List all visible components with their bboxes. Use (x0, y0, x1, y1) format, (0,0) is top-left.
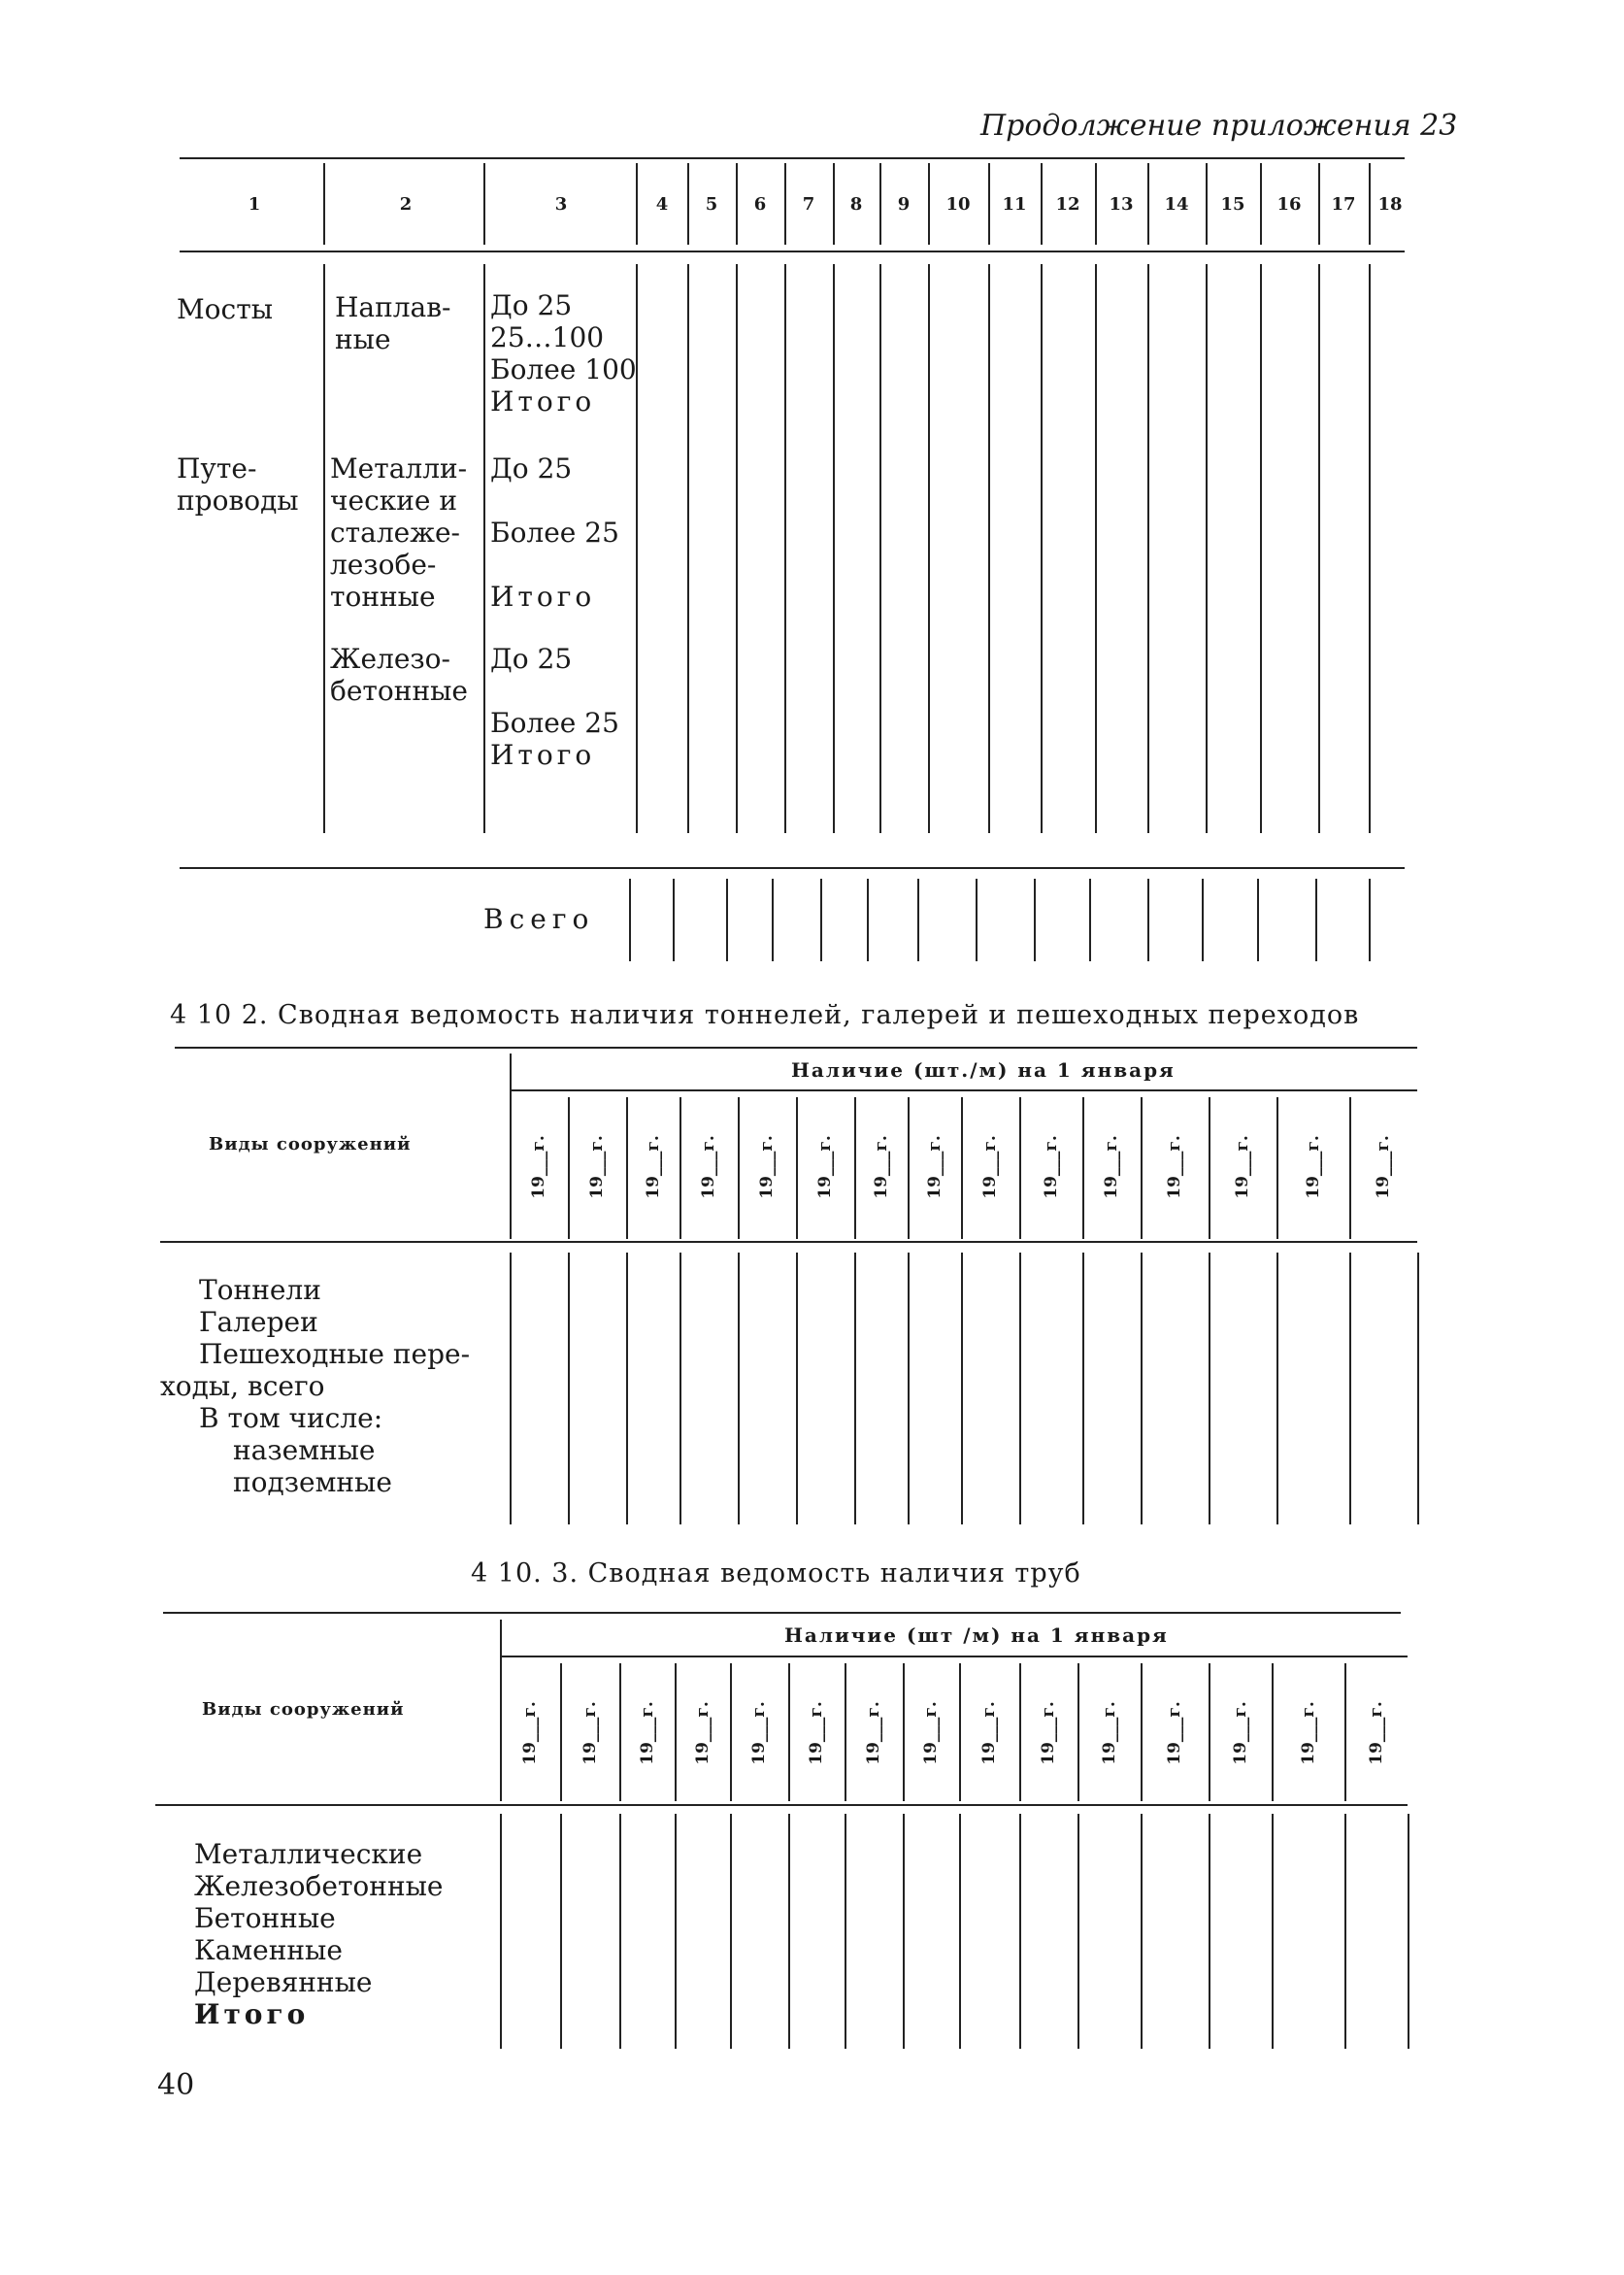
table1-total-separator-11 (1202, 879, 1204, 961)
table3-group-rule (500, 1656, 1408, 1657)
table2-body-separator-14 (1349, 1253, 1351, 1524)
table2-row-5: наземные (233, 1434, 376, 1466)
table1-col-number-10: 10 (945, 194, 971, 215)
table3-year-header-9: 19___г. (1039, 1701, 1058, 1765)
row-zhb-col3-line1: До 25 (490, 643, 573, 675)
table2-year-header-9: 19___г. (1041, 1135, 1061, 1199)
table2-year-separator-11 (1141, 1097, 1143, 1239)
table3-year-header-1: 19___г. (580, 1701, 600, 1765)
table3-body-separator-0 (500, 1814, 502, 2049)
table2-body-separator-2 (626, 1253, 628, 1524)
table3-body-separator-4 (730, 1814, 732, 2049)
table1-col-number-2: 2 (399, 194, 413, 215)
table3-year-header-2: 19___г. (637, 1701, 657, 1765)
table2-year-separator-8 (961, 1097, 963, 1239)
table2-year-header-2: 19___г. (643, 1135, 663, 1199)
row-puteprovody-col2-line2: ческие и (330, 485, 458, 517)
table1-total-separator-13 (1315, 879, 1317, 961)
table3-year-header-0: 19___г. (520, 1701, 540, 1765)
table3-body-separator-5 (788, 1814, 790, 2049)
table3-body-separator-1 (560, 1814, 562, 2049)
table3-row-2: Бетонные (194, 1902, 336, 1934)
table3-body-separator-7 (903, 1814, 905, 2049)
table3-year-header-12: 19___г. (1230, 1701, 1250, 1765)
table3-top-rule (163, 1612, 1401, 1614)
table1-body-separator-5 (784, 264, 786, 833)
table1-header-separator-0 (323, 163, 325, 245)
table1-col-number-9: 9 (897, 194, 911, 215)
table3-body-separator-3 (675, 1814, 677, 2049)
table2-title: 4 10 2. Сводная ведомость наличия тоннелей, галерей и пешеходных переходов (170, 1000, 1360, 1030)
table2-group-rule (510, 1089, 1417, 1091)
table1-col-number-6: 6 (753, 194, 767, 215)
row-zhb-col3-line4: Итого (490, 739, 596, 771)
row-zhb-col3-line3: Более 25 (490, 707, 619, 739)
table3-year-separator-0 (500, 1663, 502, 1801)
table2-year-header-12: 19___г. (1233, 1135, 1252, 1199)
table3-row-3: Каменные (194, 1934, 343, 1966)
table3-year-header-8: 19___г. (979, 1701, 999, 1765)
row-mosty-col2-line2: ные (335, 323, 391, 355)
table1-header-separator-15 (1318, 163, 1320, 245)
table3-body-separator-15 (1408, 1814, 1409, 2049)
table1-total-separator-7 (976, 879, 978, 961)
table1-header-separator-4 (736, 163, 738, 245)
table2-body-separator-13 (1276, 1253, 1278, 1524)
row-puteprovody-col3-line5: Итого (490, 581, 596, 613)
table2-year-separator-14 (1349, 1097, 1351, 1239)
table3-year-header-7: 19___г. (921, 1701, 941, 1765)
table3-body-separator-11 (1141, 1814, 1143, 2049)
table2-row-1: Галереи (199, 1306, 318, 1338)
table1-header-separator-3 (687, 163, 689, 245)
table1-body-separator-0 (323, 264, 325, 833)
table3-year-separator-4 (730, 1663, 732, 1801)
table3-year-separator-10 (1077, 1663, 1079, 1801)
table3-year-separator-2 (619, 1663, 621, 1801)
table1-total-separator-4 (820, 879, 822, 961)
table2-year-header-1: 19___г. (587, 1135, 607, 1199)
table3-body-separator-14 (1344, 1814, 1346, 2049)
table1-body-separator-11 (1095, 264, 1097, 833)
table2-body-separator-7 (908, 1253, 910, 1524)
table1-col-number-17: 17 (1331, 194, 1356, 215)
table1-header-separator-10 (1041, 163, 1043, 245)
table3-year-header-4: 19___г. (749, 1701, 769, 1765)
table2-year-separator-6 (854, 1097, 856, 1239)
table1-col-number-11: 11 (1002, 194, 1027, 215)
table1-total-separator-14 (1369, 879, 1371, 961)
table1-header-separator-8 (928, 163, 930, 245)
table2-year-separator-0 (510, 1097, 512, 1239)
table1-col-number-18: 18 (1377, 194, 1403, 215)
table1-body-separator-15 (1318, 264, 1320, 833)
table1-body-separator-7 (879, 264, 881, 833)
table2-year-separator-10 (1082, 1097, 1084, 1239)
table1-total-separator-9 (1089, 879, 1091, 961)
table1-body-separator-3 (687, 264, 689, 833)
table1-header-separator-12 (1147, 163, 1149, 245)
table1-header-rule (180, 251, 1405, 252)
row-mosty-col1: Мосты (177, 293, 273, 325)
table1-header-separator-1 (483, 163, 485, 245)
table2-body-separator-4 (738, 1253, 740, 1524)
table2-body-separator-5 (796, 1253, 798, 1524)
table1-body-separator-4 (736, 264, 738, 833)
table1-header-separator-2 (636, 163, 638, 245)
table1-body-separator-1 (483, 264, 485, 833)
table3-year-separator-14 (1344, 1663, 1346, 1801)
table3-header-left: Виды сооружений (202, 1699, 405, 1720)
table3-body-separator-13 (1272, 1814, 1274, 2049)
table2-top-rule (175, 1047, 1417, 1049)
table2-year-header-10: 19___г. (1102, 1135, 1121, 1199)
row-puteprovody-col2-line5: тонные (330, 581, 436, 613)
table3-year-separator-3 (675, 1663, 677, 1801)
table2-year-header-7: 19___г. (924, 1135, 945, 1199)
table1-top-rule (180, 157, 1405, 159)
table3-year-header-5: 19___г. (807, 1701, 826, 1765)
table1-body-separator-2 (636, 264, 638, 833)
table2-row-0: Тоннели (199, 1274, 321, 1306)
table1-col-number-12: 12 (1055, 194, 1080, 215)
table2-year-separator-2 (626, 1097, 628, 1239)
row-mosty-col3-line3: Более 100 (490, 353, 637, 385)
table2-year-header-8: 19___г. (980, 1135, 1000, 1199)
table2-row-4: В том числе: (199, 1402, 383, 1434)
table2-body-separator-8 (961, 1253, 963, 1524)
table2-year-header-4: 19___г. (757, 1135, 777, 1199)
table2-year-header-11: 19___г. (1165, 1135, 1184, 1199)
table2-body-separator-15 (1417, 1253, 1419, 1524)
table3-year-header-6: 19___г. (864, 1701, 883, 1765)
table1-col-number-13: 13 (1109, 194, 1134, 215)
table2-header-left: Виды сооружений (209, 1134, 412, 1154)
table3-year-separator-7 (903, 1663, 905, 1801)
continuation-header: Продолжение приложения 23 (980, 109, 1458, 143)
table1-col-number-14: 14 (1164, 194, 1189, 215)
table1-total-separator-2 (726, 879, 728, 961)
table1-col-number-1: 1 (248, 194, 261, 215)
table2-year-header-14: 19___г. (1374, 1135, 1393, 1199)
table1-total-separator-10 (1147, 879, 1149, 961)
table1-total-separator-6 (917, 879, 919, 961)
table2-row-2: Пешеходные пере- (199, 1338, 471, 1370)
table1-col-number-8: 8 (849, 194, 863, 215)
table2-body-separator-10 (1082, 1253, 1084, 1524)
row-puteprovody-col3-line1: До 25 (490, 452, 573, 485)
table2-year-separator-9 (1019, 1097, 1021, 1239)
table1-header-separator-7 (879, 163, 881, 245)
table1-header-separator-9 (988, 163, 990, 245)
table3-year-header-10: 19___г. (1099, 1701, 1119, 1765)
table1-header-separator-16 (1369, 163, 1371, 245)
table3-header-group: Наличие (шт /м) на 1 января (784, 1623, 1169, 1647)
table3-year-separator-12 (1209, 1663, 1210, 1801)
table3-row-5: Итого (194, 1998, 310, 2030)
table3-year-separator-11 (1141, 1663, 1143, 1801)
table2-year-separator-3 (679, 1097, 681, 1239)
table1-col-number-3: 3 (554, 194, 568, 215)
table1-header-separator-13 (1206, 163, 1208, 245)
table2-year-separator-5 (796, 1097, 798, 1239)
table3-body-separator-12 (1209, 1814, 1210, 2049)
table2-body-separator-12 (1209, 1253, 1210, 1524)
page-number: 40 (157, 2068, 195, 2102)
table1-total-rule (180, 867, 1405, 869)
row-zhb-col2-line1: Железо- (330, 643, 450, 675)
table3-year-separator-6 (845, 1663, 846, 1801)
row-mosty-col3-line1: До 25 (490, 289, 573, 321)
table3-body-separator-10 (1077, 1814, 1079, 2049)
table1-total-separator-1 (673, 879, 675, 961)
row-zhb-col2-line2: бетонные (330, 675, 468, 707)
row-mosty-col3-line4: Итого (490, 385, 596, 418)
table2-year-header-6: 19___г. (871, 1135, 891, 1199)
table2-year-header-13: 19___г. (1303, 1135, 1323, 1199)
table3-row-4: Деревянные (194, 1966, 373, 1998)
table1-header-separator-5 (784, 163, 786, 245)
table1-body-separator-13 (1206, 264, 1208, 833)
table3-year-separator-13 (1272, 1663, 1274, 1801)
row-mosty-col2-line1: Наплав- (335, 291, 451, 323)
table3-year-header-14: 19___г. (1366, 1701, 1386, 1765)
table2-year-header-5: 19___г. (815, 1135, 835, 1199)
table3-row-1: Железобетонные (194, 1870, 444, 1902)
row-puteprovody-col2-line1: Металли- (330, 452, 468, 485)
table2-body-separator-9 (1019, 1253, 1021, 1524)
table1-body-separator-16 (1369, 264, 1371, 833)
table1-body-separator-6 (833, 264, 835, 833)
table2-year-header-0: 19___г. (529, 1135, 548, 1199)
row-puteprovody-col1-line1: Путе- (177, 452, 257, 485)
table3-body-separator-6 (845, 1814, 846, 2049)
row-puteprovody-col2-line3: сталеже- (330, 517, 461, 549)
table3-title: 4 10. 3. Сводная ведомость наличия труб (471, 1558, 1081, 1589)
table2-body-separator-11 (1141, 1253, 1143, 1524)
table1-col-number-5: 5 (705, 194, 718, 215)
table2-body-separator-3 (679, 1253, 681, 1524)
table2-year-separator-13 (1276, 1097, 1278, 1239)
table1-col-number-4: 4 (655, 194, 669, 215)
table3-year-header-13: 19___г. (1298, 1701, 1318, 1765)
table3-body-separator-8 (959, 1814, 961, 2049)
table1-body-separator-14 (1260, 264, 1262, 833)
table1-body-separator-9 (988, 264, 990, 833)
table3-body-separator-9 (1019, 1814, 1021, 2049)
table2-year-separator-12 (1209, 1097, 1210, 1239)
table2-row-6: подземные (233, 1466, 392, 1498)
row-puteprovody-col3-line3: Более 25 (490, 517, 619, 549)
table2-year-separator-7 (908, 1097, 910, 1239)
table1-header-separator-14 (1260, 163, 1262, 245)
table3-body-separator-2 (619, 1814, 621, 2049)
row-puteprovody-col2-line4: лезобе- (330, 549, 437, 581)
table2-header-bottom-rule (160, 1241, 1417, 1243)
table3-year-separator-1 (560, 1663, 562, 1801)
table1-body-separator-8 (928, 264, 930, 833)
table1-col-number-7: 7 (802, 194, 815, 215)
table3-row-0: Металлические (194, 1838, 423, 1870)
table1-total-separator-0 (629, 879, 631, 961)
row-mosty-col3-line2: 25…100 (490, 321, 605, 353)
table1-col-number-16: 16 (1276, 194, 1302, 215)
table3-year-separator-5 (788, 1663, 790, 1801)
table3-year-header-11: 19___г. (1165, 1701, 1184, 1765)
table1-col-number-15: 15 (1220, 194, 1245, 215)
table2-year-separator-1 (568, 1097, 570, 1239)
table1-total-separator-8 (1034, 879, 1036, 961)
table1-total-separator-12 (1257, 879, 1259, 961)
table3-header-bottom-rule (155, 1804, 1408, 1806)
table2-row-3: ходы, всего (160, 1370, 325, 1402)
table1-body-separator-12 (1147, 264, 1149, 833)
table1-header-separator-11 (1095, 163, 1097, 245)
table1-header-separator-6 (833, 163, 835, 245)
total-label: Всего (483, 903, 595, 935)
table2-year-separator-4 (738, 1097, 740, 1239)
table1-total-separator-5 (867, 879, 869, 961)
table2-body-separator-1 (568, 1253, 570, 1524)
table2-year-header-3: 19___г. (699, 1135, 718, 1199)
table3-year-separator-9 (1019, 1663, 1021, 1801)
table2-body-separator-0 (510, 1253, 512, 1524)
row-puteprovody-col1-line2: проводы (177, 485, 299, 517)
table2-body-separator-6 (854, 1253, 856, 1524)
table1-total-separator-3 (772, 879, 774, 961)
table1-body-separator-10 (1041, 264, 1043, 833)
table3-year-header-3: 19___г. (692, 1701, 713, 1765)
table3-year-separator-8 (959, 1663, 961, 1801)
table2-header-group: Наличие (шт./м) на 1 января (791, 1058, 1176, 1082)
